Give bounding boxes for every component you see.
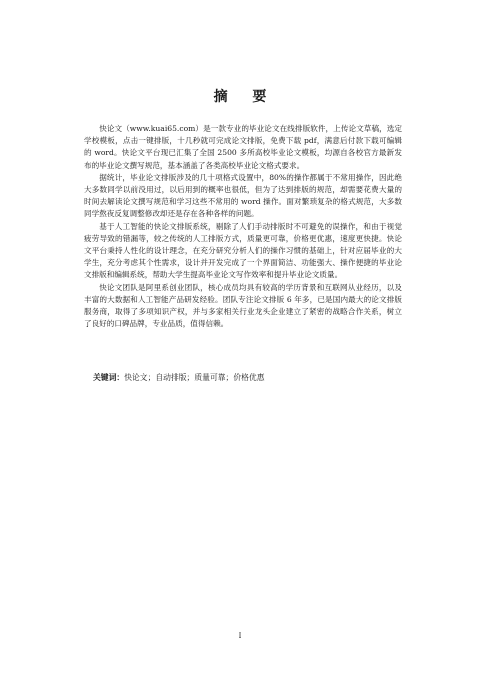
page-number: I bbox=[238, 632, 242, 640]
abstract-paragraph-4: 快论文团队是阿里系创业团队，核心成员均具有较高的学历背景和互联网从业经历，以及丰富的大数据和人工智能产品研发经验。团队专注论文排版 6 年多，已是国内最大的论文排版服务商，取得了多项知识产权，并与多家相关行业龙头企业建立了紧密的战略合作关系，树立了良好的口碑品牌，专业品质，值得信赖。 bbox=[84, 282, 402, 329]
abstract-body bbox=[84, 123, 402, 330]
abstract-paragraph-1: 快论文（www.kuai65.com）是一款专业的毕业论文在线排版软件，上传论文草稿，选定学校模板，点击一键排版，十几秒就可完成论文排版，免费下载 pdf，满意后付款下载可编辑的 word。快论文平台现已汇集了全国 2500 多所高校毕业论文模板，均源自各校官方最新发布的毕业论文撰写规范，基本涵盖了各类高校毕业论文格式要求。 bbox=[84, 124, 402, 170]
abstract-paragraph-3: 基于人工智能的快论文排版系统，剔除了人们手动排版时不可避免的误操作，和由于视觉疲劳导致的错漏等，较之传统的人工排版方式，质量更可靠，价格更优惠，速度更快捷。快论文平台秉持人性化的设计理念，在充分研究分析人们的操作习惯的基础上，针对应届毕业的大学生，充分考虑其个性需求，设计并开发完成了一个界面简洁、功能强大、操作便捷的毕业论文排版和编辑系统，帮助大学生提高毕业论文写作效率和提升毕业论文质量。 bbox=[84, 221, 402, 280]
keywords-text: 快论文；自动排版；质量可靠；价格优惠 bbox=[124, 373, 265, 382]
keywords-line bbox=[93, 372, 265, 384]
keywords-label: 关键词： bbox=[93, 373, 125, 382]
abstract-heading: 摘 要 bbox=[213, 89, 277, 105]
abstract-paragraph-2: 据统计，毕业论文排版涉及的几十项格式设置中，80%的操作都属于不常用操作，因此绝大多数同学以前没用过，以后用到的概率也很低，但为了达到排版的规范，却需要花费大量的时间去解读论文撰写规范和学习这些不常用的 word 操作。面对繁琐复杂的格式规范，大多数同学熬夜反复调整修改却还是存在各种各样的问题。 bbox=[84, 172, 402, 219]
